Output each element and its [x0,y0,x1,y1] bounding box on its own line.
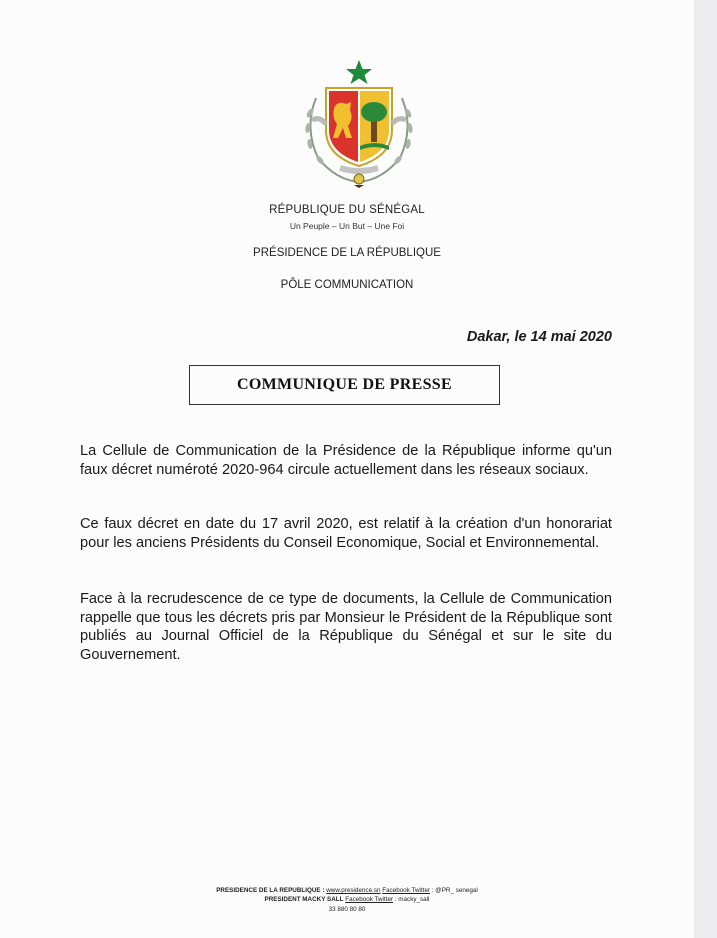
footer-president-label: PRESIDENT MACKY SALL [264,896,344,903]
footer-president-social-link[interactable]: Facebook Twitter [345,896,394,903]
screen-margin [694,0,717,938]
national-motto: Un Peuple – Un But – Une Foi [289,221,405,231]
coat-of-arms-icon [296,58,422,188]
footer-line-presidency [0,886,694,895]
footer-president-handle: : macky_sall [394,896,430,903]
dateline: Dakar, le 14 mai 2020 [466,329,612,345]
paragraph-3: Face à la recrudescence de ce type de documents, la Cellule de Communication rappelle que tous les décrets pris par Monsieur le Président de la République sont publiés au Journal Officiel de la République du Sénégal et sur le site du Gouvernement. [80,591,612,663]
press-release-title-box [189,365,500,405]
footer-line-president [0,895,694,904]
press-release-title: COMMUNIQUE DE PRESSE [237,376,452,393]
republic-heading: RÉPUBLIQUE DU SÉNÉGAL [269,204,425,216]
pole-heading: PÔLE COMMUNICATION [280,279,414,291]
paragraph-2: Ce faux décret en date du 17 avril 2020, est relatif à la création d'un honorariat pour les anciens Présidents du Conseil Economique, Social et Environnemental. [80,516,612,551]
paragraph-1: La Cellule de Communication de la Présidence de la République informe qu'un faux décret numéroté 2020-964 circule actuellement dans les réseaux sociaux. [80,443,612,478]
footer-phone: 33 880 80 80 [328,906,366,913]
footer-presidency-label: PRESIDENCE DE LA REPUBLIQUE : [216,887,325,894]
footer-website-link[interactable]: www.presidence.sn [326,887,381,894]
presidency-heading: PRÉSIDENCE DE LA RÉPUBLIQUE [253,247,441,259]
footer-presidency-social-link[interactable]: Facebook Twitter [382,887,431,894]
footer-presidency-handle: : @PR_ senegal [431,887,478,894]
